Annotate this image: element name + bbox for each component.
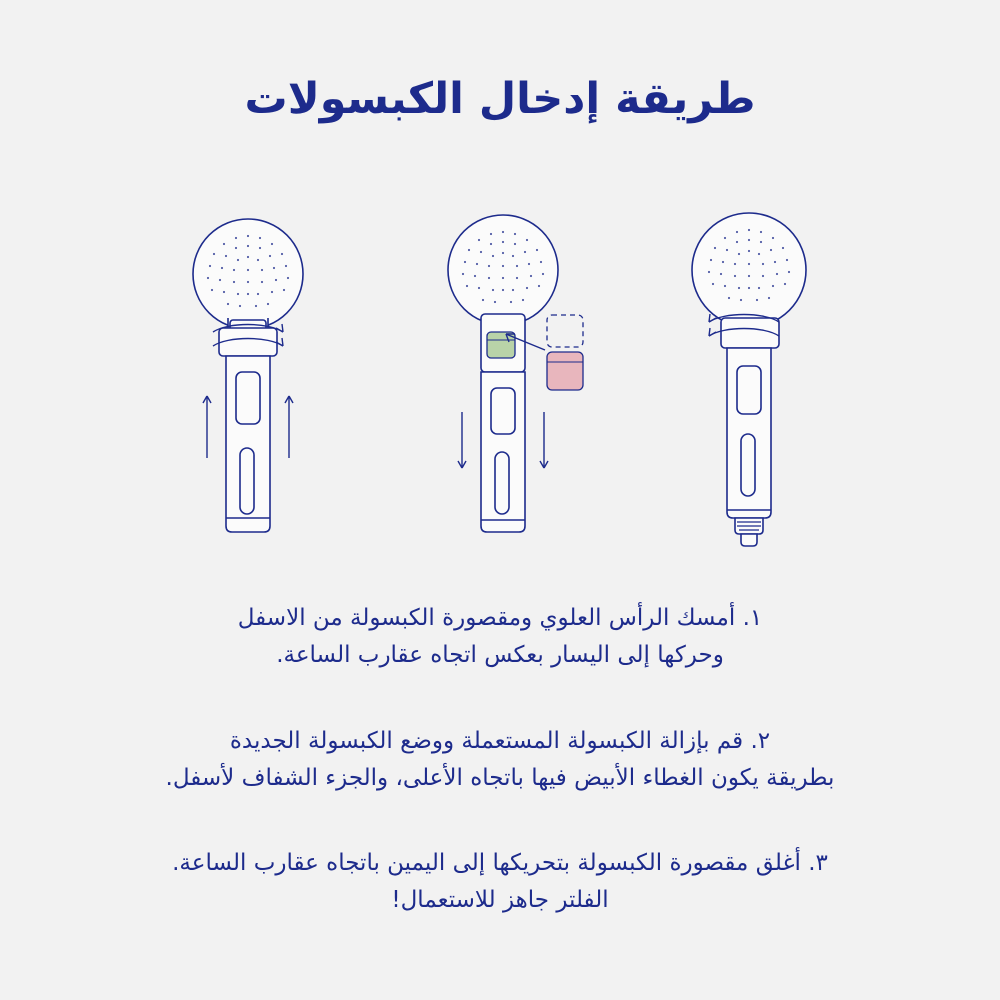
instruction-step-1 <box>0 600 1000 675</box>
instruction-step-2 <box>0 723 1000 798</box>
filter-diagrams <box>0 200 1000 575</box>
instruction-step-3 <box>0 845 1000 920</box>
step-2-line-1: ٢. قم بإزالة الكبسولة المستعملة ووضع الكبسولة الجديدة <box>229 727 771 754</box>
instruction-list <box>0 600 1000 920</box>
filter-step-1-figure <box>193 219 303 532</box>
step-1-line-1: ١. أمسك الرأس العلوي ومقصورة الكبسولة من الاسفل <box>237 605 763 631</box>
figure-group <box>0 200 1000 575</box>
filter-step-2-figure <box>448 215 583 532</box>
step-2-line-2: بطريقة يكون الغطاء الأبيض فيها باتجاه الأعلى، والجزء الشفاف لأسفل. <box>165 764 835 791</box>
filter-step-3-figure <box>692 213 806 546</box>
step-3-line-1: ٣. أغلق مقصورة الكبسولة بتحريكها إلى اليمين باتجاه عقارب الساعة. <box>172 850 828 876</box>
step-1-line-2: وحركها إلى اليسار بعكس اتجاه عقارب الساعة. <box>276 642 724 669</box>
page-title: طريقة إدخال الكبسولات <box>244 74 756 124</box>
step-3-line-2: الفلتر جاهز للاستعمال! <box>391 887 609 914</box>
